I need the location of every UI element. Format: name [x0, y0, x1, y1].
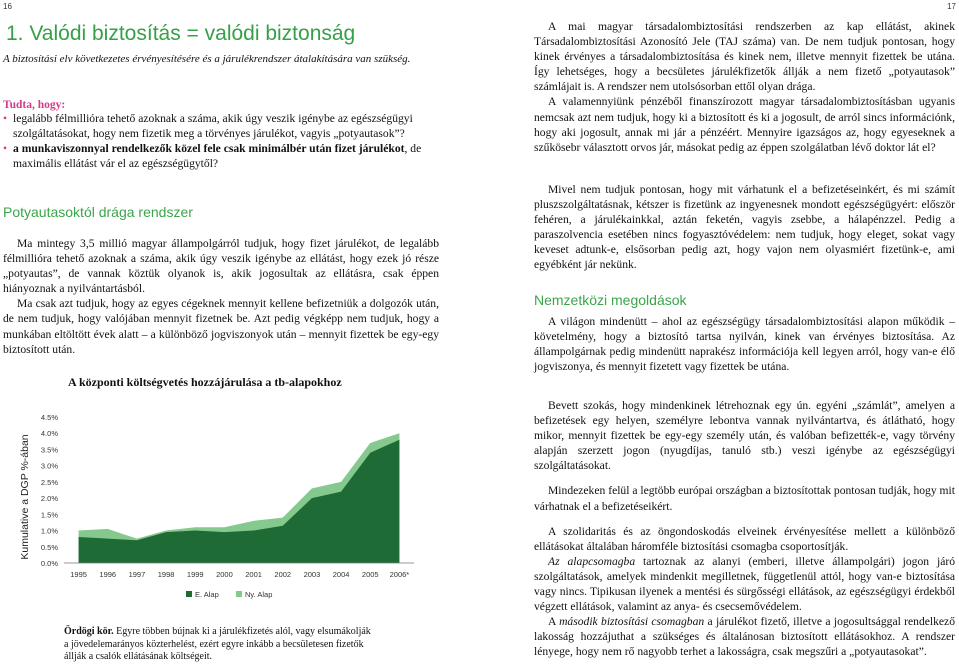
right-para-9-lead: A	[548, 615, 560, 629]
x-tick-label: 2000	[216, 570, 233, 579]
x-tick-label: 1998	[157, 570, 175, 579]
y-tick-label: 1.0%	[40, 526, 58, 536]
x-tick-label: 2003	[303, 570, 321, 579]
tudta-bullet-2-bold: a munkaviszonnyal rendelkezők közel fele csak minimálbér után fizet járulékot	[13, 142, 405, 155]
right-body-mid	[534, 182, 955, 273]
right-para-4: A világon mindenütt – ahol az egészségügy társadalombiztosítási alapon működik – követelmény, hogy a biztosító tartsa nyilván, kinek van érvényes biztosítása. Az állampolgárnak pedig mindenütt naprakész információja kell legyen arról, hogy van-e élő jogviszonya, és mennyit fizetett vagy fizettek be utána.	[534, 315, 955, 374]
y-tick-label: 4.5%	[40, 413, 58, 422]
legend-swatch	[236, 591, 242, 597]
y-tick-label: 0.5%	[40, 542, 58, 552]
y-tick-label: 3.5%	[40, 445, 58, 455]
x-tick-label: 1995	[70, 570, 87, 579]
legend-label: Ny. Alap	[245, 590, 273, 599]
area-chart	[16, 405, 426, 605]
section-title-potyautas: Potyautasoktól drága rendszer	[3, 204, 193, 220]
right-para-3: Mivel nem tudjuk pontosan, hogy mit várhatunk el a befizetéseinkért, és mi számít pluszszolgáltatásnak, kétszer is fizetünk az ingyenesnek mondott egészségügyért: először fehéren, a járulékainkkal, aztán feketén, vagyis zsebbe, a hálapénzzel. Pedig a paraszolvencia esetében nincs fogyasztóvédelem: nem tudjuk, hogy eleget, sokat vagy keveset adtunk-e, elsősorban pedig azt, hogy vajon nem olyasmiért fizetünk-e, ami egyébként jár nekünk.	[534, 183, 955, 272]
legend-label: E. Alap	[195, 590, 219, 599]
right-para-8	[534, 554, 955, 614]
right-para-8-rest: tartoznak az alanyi (emberi, illetve állampolgári) jogon járó szolgáltatások, amelyek mindenkit megilletnek, függetlenül attól, hogy van-e biztosítása vagy nincs. Tipikusan ilyenek a mentési és sürgősségi ellátások, az egészségügyi érdekből végzett ellátások, valamint az anya- és csecsemővédelem.	[534, 554, 955, 614]
legend-swatch	[186, 591, 192, 597]
tudta-bullet-1	[3, 111, 439, 141]
x-tick-label: 2002	[274, 570, 292, 579]
tudta-bullet-1-text: legalább félmillióra tehető azoknak a száma, akik úgy veszik igénybe az egészségügyi szolgáltatásokat, hogy nem fizetik meg a törvényes járulékot, vagyis „potyautasok”?	[13, 112, 413, 140]
tudta-box	[3, 99, 439, 171]
chart-note-bold: Ördögi kör.	[64, 626, 114, 637]
x-tick-label: 2004	[332, 570, 350, 579]
y-tick-label: 3.0%	[40, 461, 58, 471]
chart-title: A központi költségvetés hozzájárulása a tb-alapokhoz	[68, 375, 342, 389]
right-body-bottom	[534, 398, 955, 660]
chapter-heading: 1. Valódi biztosítás = valódi biztonság	[6, 22, 356, 45]
right-body-intl	[534, 314, 955, 374]
tudta-bullet-2-rest: , de maximális ellátást vár el az egészségügytől?	[13, 142, 422, 170]
page-number-left: 16	[3, 2, 12, 11]
y-tick-label: 0.0%	[40, 559, 58, 568]
chart-y-label: Kumulative a DGP %-ában	[19, 434, 31, 560]
x-tick-label: 1996	[99, 570, 117, 579]
y-tick-label: 2.5%	[40, 477, 58, 487]
section-title-nemzetkozi: Nemzetközi megoldások	[534, 292, 687, 308]
tudta-bullet-2	[3, 141, 439, 171]
chart-note	[64, 626, 372, 664]
right-para-8-em: Az alapcsomagba	[548, 554, 636, 568]
y-tick-label: 1.5%	[40, 510, 58, 520]
x-tick-label: 2001	[245, 570, 262, 579]
area-series-e-alap	[79, 440, 400, 563]
right-para-9-em: második biztosítási csomagban	[559, 615, 705, 629]
right-body-top	[534, 19, 955, 155]
left-para-1: Ma mintegy 3,5 millió magyar állampolgárról tudjuk, hogy fizet járulékot, de legalább félmillióra tehető azoknak a száma, akik úgy veszik igénybe az ellátást, hogy ezek jó része „potyautas”, de vannak köztük olyanok is, akik jogosultak az ellátásra, csak éppen hiányoznak a nyilvántartásból.	[3, 237, 439, 296]
left-para-2: Ma csak azt tudjuk, hogy az egyes cégeknek mennyit kellene befizetniük a dolgozók után, de nem tudjuk, hogy valójában mennyit fizetnek be. Azt pedig végképp nem tudjuk, hogy a munkában eltöltött évek alatt – a különböző jogviszonyok után – mennyit fizettek be egy-egy biztosított után.	[3, 297, 439, 356]
right-para-9	[534, 614, 955, 659]
right-para-6: Mindezeken felül a legtöbb európai országban a biztosítottak pontosan tudják, hogy mit várhatnak el a befizetéseikért.	[534, 484, 955, 513]
page-number-right: 17	[947, 2, 956, 11]
bullet-icon: •	[3, 142, 8, 155]
right-para-9-rest: a járulékot fizető, illetve a jogosultsággal rendelkező lakosság hozzájuthat a szükséges és általánosan biztosított ellátásokhoz. A rendszer lényege, hogy nem rő nagyobb terhet a lakosságra, csak megszűri a „potyautasokat”.	[534, 615, 955, 659]
right-para-2: A valamennyiünk pénzéből finanszírozott magyar társadalombiztosításban ugyanis nemcsak azt nem tudjuk, hogy ki a biztosított és ki a jogosult, de arról sincs információnk, hogy aki jogosult, annak mi jár a pénzéért. Mennyire igazságos az, hogy egyeseknek a szűkösebr választott orvos jár, másokat pedig az éppen szolgálatban lévő doktor lát el?	[534, 95, 955, 154]
x-tick-label: 1999	[186, 570, 204, 579]
right-para-1: A mai magyar társadalombiztosítási rendszerben az kap ellátást, akinek Társadalombiztosítási Azonosító Jele (TAJ száma) van. De nem tudjuk pontosan, hogy kinek érvényes a társadalombiztosítása és kinek nem, illetve mennyit fizettek be utána. Így lehetséges, hogy a becsületes járulékfizetők állják a nem fizető „potyautasok” számlájait is. A rendszer nem utolsósorban ettől olyan drága.	[534, 20, 955, 94]
right-para-7: A szolidaritás és az öngondoskodás elveinek érvényesítése mellett a különböző ellátásokat általában háromféle biztosítási csomagba csoportosítják.	[534, 524, 955, 553]
x-tick-label: 1997	[128, 570, 146, 579]
x-tick-label: 2006*	[389, 570, 410, 579]
left-body	[3, 236, 439, 357]
x-tick-label: 2005	[361, 570, 379, 579]
y-tick-label: 2.0%	[40, 494, 58, 504]
chart-note-text: Egyre többen bújnak ki a járulékfizetés alól, vagy elsumákolják a jövedelemarányos közterhelést, ezért egyre inkább a becsületesen fizetők állják a csalók ellátásának költségeit.	[64, 626, 371, 662]
bullet-icon: •	[3, 112, 8, 125]
tudta-title: Tudta, hogy:	[3, 99, 66, 111]
y-tick-label: 4.0%	[40, 429, 58, 439]
chapter-subheading: A biztosítási elv következetes érvényesítésére és a járulékrendszer átalakítására van szükség.	[3, 53, 411, 65]
right-para-5: Bevett szokás, hogy mindenkinek létrehoznak egy ún. egyéni „számlát”, amelyen a befizetések egy helyen, személyre lebontva vannak nyilvántartva, és átlátható, hogy mikor, mennyit fizettek be egy-egy személy után, és valóban befizették-e, vagy törvény alapján szerzett jogon (nyugdíjas, tanuló stb.) veszi igénybe az egészségügyi szolgáltatásokat.	[534, 399, 955, 473]
